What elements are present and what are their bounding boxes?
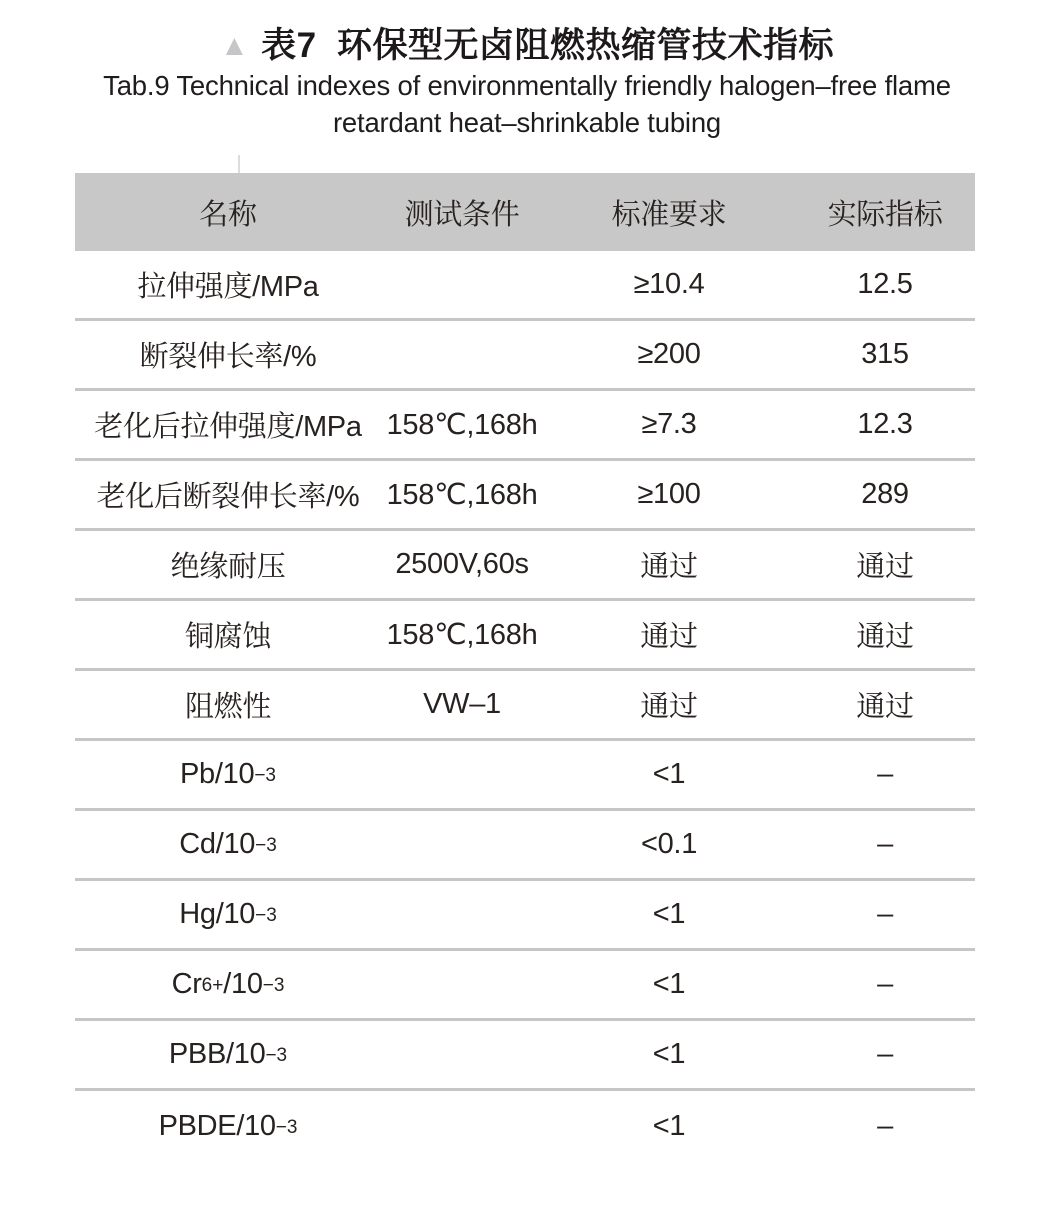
table-row xyxy=(75,881,975,951)
cell-standard: ≥100 xyxy=(637,478,701,510)
header-cell-actual: 实际指标 xyxy=(827,198,943,231)
cell-standard: 通过 xyxy=(640,551,698,583)
cell-condition: 158℃,168h xyxy=(386,479,538,511)
cell-actual: – xyxy=(877,1038,893,1070)
table-title-english xyxy=(0,67,1054,141)
cell-name xyxy=(75,334,381,375)
row-name-text: 绝缘耐压 xyxy=(170,551,286,583)
table-row xyxy=(75,391,975,461)
cell-condition: 158℃,168h xyxy=(386,619,538,651)
triangle-up-icon: ▲ xyxy=(219,30,250,62)
table-row xyxy=(75,671,975,741)
row-name-text: 老化后断裂伸长率/% xyxy=(96,481,360,513)
cell-name xyxy=(75,828,381,861)
cell-actual: 通过 xyxy=(856,691,914,723)
row-name-text: 断裂伸长率/% xyxy=(139,341,317,373)
row-name-text: PBB/10 xyxy=(168,1038,266,1070)
row-name-superscript: −3 xyxy=(265,1045,288,1066)
cell-name xyxy=(75,1038,381,1071)
table-title-chinese-text: 表7 环保型无卤阻燃热缩管技术指标 xyxy=(261,26,835,65)
table-row xyxy=(75,741,975,811)
header-cell-name: 名称 xyxy=(199,198,257,231)
table-title-chinese xyxy=(0,18,1054,68)
cell-standard: <1 xyxy=(652,758,686,790)
table-row xyxy=(75,1091,975,1161)
cell-actual: – xyxy=(877,968,893,1000)
row-name-text: 拉伸强度/MPa xyxy=(137,271,319,303)
cell-condition: 2500V,60s xyxy=(395,548,529,580)
technical-index-table xyxy=(75,173,975,1161)
row-name-text: 铜腐蚀 xyxy=(184,621,272,653)
table-row xyxy=(75,531,975,601)
row-name-text: PBDE/10 xyxy=(158,1109,276,1142)
table-title-english-line1: Tab.9 Technical indexes of environmentally friendly halogen–free flame xyxy=(103,70,951,101)
table-row xyxy=(75,951,975,1021)
cell-name xyxy=(75,968,381,1001)
table-title-english-line2: retardant heat–shrinkable tubing xyxy=(332,107,722,138)
cell-actual: – xyxy=(877,1109,893,1142)
cell-standard: 通过 xyxy=(640,621,698,653)
cell-actual: – xyxy=(877,828,893,860)
cell-standard: <0.1 xyxy=(640,828,698,860)
row-name-text: Pb/10 xyxy=(180,758,255,790)
cell-name xyxy=(75,758,381,791)
cell-actual: 315 xyxy=(861,338,909,370)
row-name-text: 阻燃性 xyxy=(184,691,272,723)
table-row xyxy=(75,1021,975,1091)
cell-actual: 12.5 xyxy=(857,268,913,300)
cell-standard: <1 xyxy=(652,1109,686,1142)
cell-name xyxy=(75,544,381,585)
table-row xyxy=(75,811,975,881)
cell-name xyxy=(75,474,381,515)
row-name-text: Cd/10 xyxy=(179,828,256,860)
row-name-superscript: −3 xyxy=(275,1116,298,1138)
cell-actual: – xyxy=(877,898,893,930)
row-name-text-2: /10 xyxy=(223,968,263,1000)
cell-name xyxy=(75,898,381,931)
cell-standard: ≥200 xyxy=(637,338,701,370)
table-header-row xyxy=(75,173,975,251)
row-name-superscript: −3 xyxy=(255,905,277,926)
cell-standard: <1 xyxy=(652,1038,686,1070)
scan-artifact-line xyxy=(238,155,240,173)
cell-name xyxy=(75,264,381,305)
row-name-superscript-2: −3 xyxy=(262,975,285,996)
row-name-superscript: −3 xyxy=(254,765,276,786)
cell-name xyxy=(75,684,381,725)
row-name-text: 老化后拉伸强度/MPa xyxy=(94,411,362,443)
cell-condition: VW–1 xyxy=(423,688,501,720)
cell-standard: <1 xyxy=(652,968,686,1000)
row-name-text: Cr xyxy=(171,968,202,1000)
cell-standard: ≥10.4 xyxy=(633,268,705,300)
cell-actual: 通过 xyxy=(856,551,914,583)
cell-actual: – xyxy=(877,758,893,790)
cell-actual: 289 xyxy=(861,478,909,510)
cell-condition: 158℃,168h xyxy=(386,409,538,441)
header-cell-standard: 标准要求 xyxy=(611,198,727,231)
cell-name xyxy=(75,1110,381,1143)
header-cell-condition: 测试条件 xyxy=(404,198,520,231)
row-name-superscript: −3 xyxy=(255,835,277,856)
row-name-superscript: 6+ xyxy=(201,975,224,996)
cell-name xyxy=(75,404,381,445)
cell-actual: 12.3 xyxy=(857,408,913,440)
cell-actual: 通过 xyxy=(856,621,914,653)
cell-standard: <1 xyxy=(652,898,686,930)
table-row xyxy=(75,251,975,321)
cell-standard: 通过 xyxy=(640,691,698,723)
table-row xyxy=(75,601,975,671)
table-row xyxy=(75,461,975,531)
table-row xyxy=(75,321,975,391)
row-name-text: Hg/10 xyxy=(179,898,256,930)
cell-name xyxy=(75,614,381,655)
cell-standard: ≥7.3 xyxy=(641,408,697,440)
